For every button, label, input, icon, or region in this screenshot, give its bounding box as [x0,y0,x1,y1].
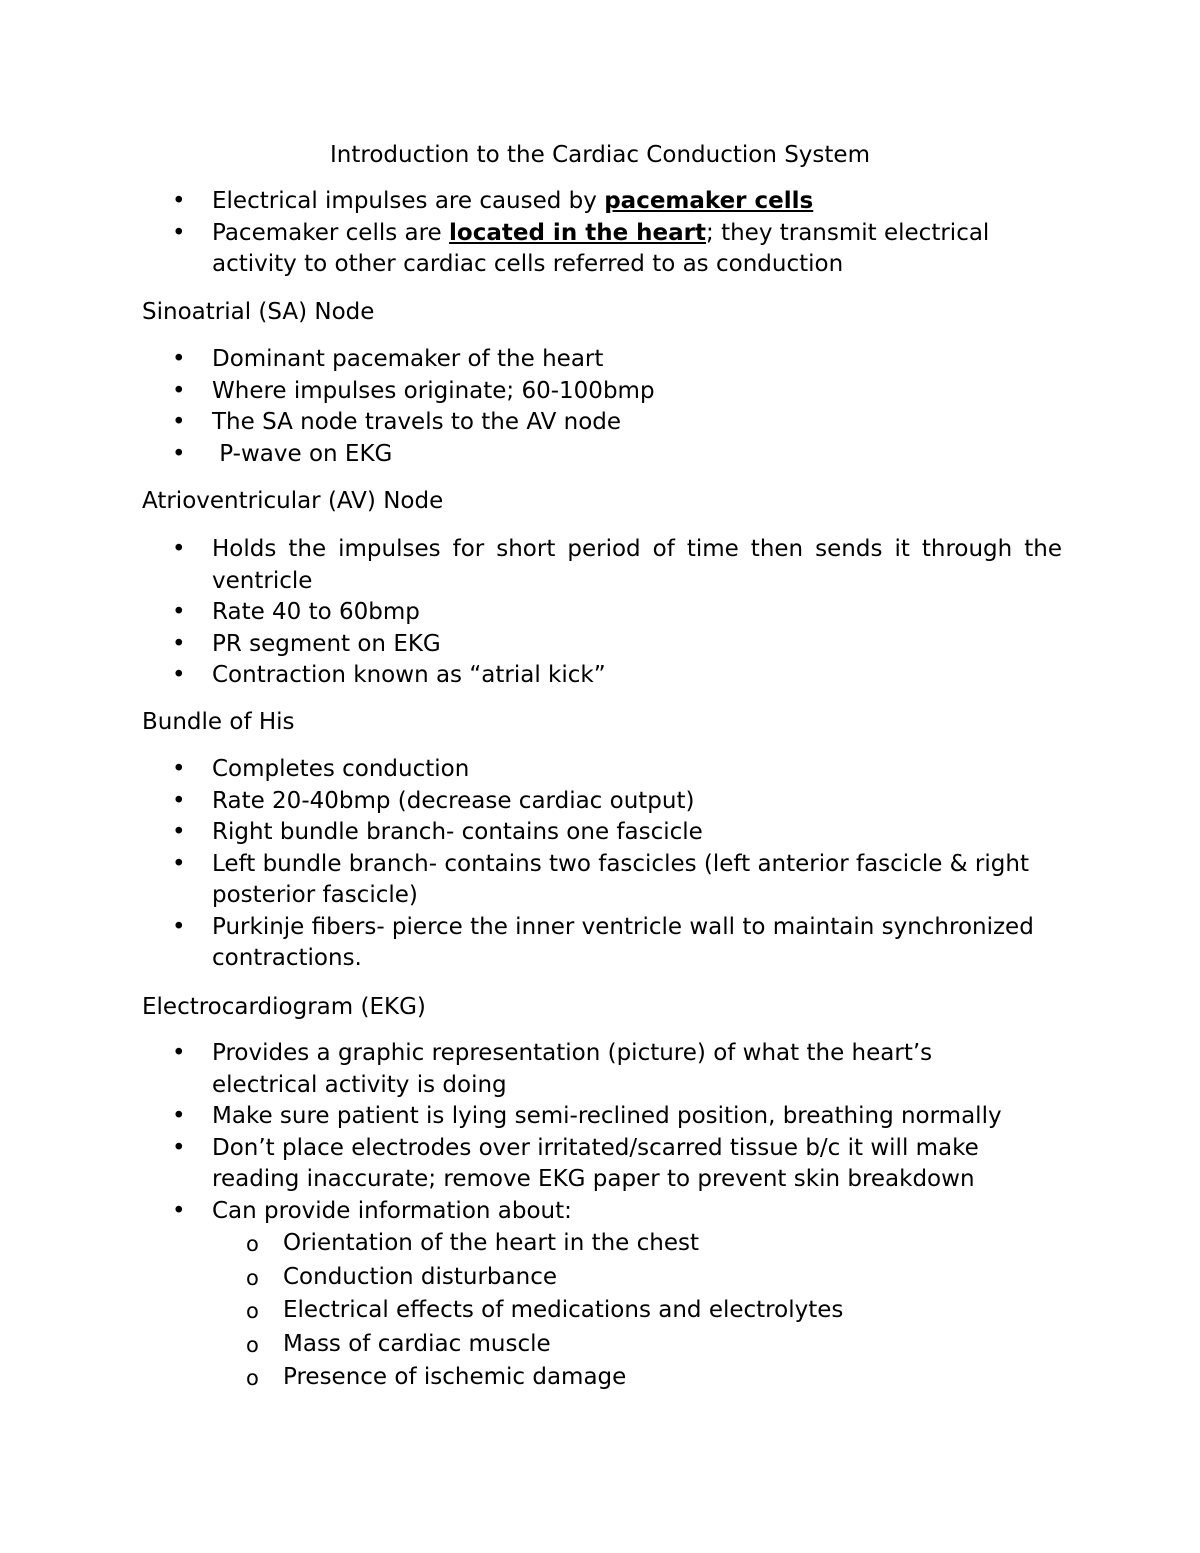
emphasis-text: located in the heart [449,219,707,246]
sub-list-item: o Conduction disturbance [212,1261,1032,1295]
section-heading-ekg: Electrocardiogram (EKG) [142,994,426,1020]
list-item: • P-wave on EKG [172,439,1062,471]
sub-list-item: o Mass of cardiac muscle [212,1328,1032,1362]
bullet-icon: • [172,1040,186,1066]
list-item: • Dominant pacemaker of the heart [172,344,1062,376]
list-item: • Right bundle branch- contains one fascicle [172,817,1052,849]
sub-list-item: o Presence of ischemic damage [212,1361,1032,1395]
circle-bullet-icon: o [246,1299,259,1323]
circle-bullet-icon: o [246,1332,259,1357]
sub-list-item: o Electrical effects of medications and electrolytes [212,1294,1032,1328]
bullet-icon: • [172,662,186,688]
list-item: • Contraction known as “atrial kick” [172,660,1062,692]
list-item: • The SA node travels to the AV node [172,407,1062,439]
bullet-icon: • [172,756,186,782]
intro-list [172,186,1032,281]
bullet-icon: • [172,787,186,814]
list-item: • Where impulses originate; 60-100bmp [172,376,1062,408]
bullet-icon: • [172,188,186,214]
bullet-icon: • [172,409,186,435]
list-item: • Don’t place electrodes over irritated/scarred tissue b/c it will make reading inaccurate; remove EKG paper to prevent skin breakdown [172,1134,979,1192]
list-item: • Make sure patient is lying semi-reclined position, breathing normally [172,1101,1032,1133]
list-item: • Completes conduction [172,754,1052,786]
section-heading-sa-node: Sinoatrial (SA) Node [142,299,375,325]
bullet-icon: • [172,536,186,562]
circle-bullet-icon: o [246,1265,259,1290]
bullet-icon: • [172,850,186,877]
circle-bullet-icon: o [246,1232,259,1256]
list-item: • Can provide information about: o Orientation of the heart in the chest o Conduction disturbance o Electrical effects of medications and electrolytes o Mass of cardiac muscle o Presence of ischemic damage [172,1196,1032,1395]
bullet-icon: • [172,819,186,845]
list-item: • Electrical impulses are caused by pacemaker cells [172,186,1032,218]
bullet-icon: • [172,913,186,940]
ekg-list [172,1038,1032,1395]
bullet-icon: • [172,630,186,657]
circle-bullet-icon: o [246,1366,259,1390]
emphasis-text: pacemaker cells [604,188,814,214]
av-node-list [172,534,1062,692]
section-heading-bundle-of-his: Bundle of His [142,709,295,735]
bullet-icon: • [172,346,186,372]
page-title: Introduction to the Cardiac Conduction System [330,142,870,168]
bullet-icon: • [172,440,186,467]
bullet-icon: • [172,1103,186,1129]
sa-node-list [172,344,1062,470]
list-item: • Purkinje fibers- pierce the inner ventricle wall to maintain synchronized contractions. [172,913,1034,971]
list-item: • Pacemaker cells are located in the heart; they transmit electrical activity to other cardiac cells referred to as conduction [172,219,990,277]
bullet-icon: • [172,1134,186,1161]
bullet-icon: • [172,377,186,404]
ekg-sub-list [212,1227,1032,1395]
bullet-icon: • [172,1197,186,1224]
list-item: • Left bundle branch- contains two fascicles (left anterior fascicle & right posterior fascicle) [172,850,1029,908]
bullet-icon: • [172,599,186,625]
list-item: • Provides a graphic representation (picture) of what the heart’s electrical activity is doing [172,1040,933,1098]
list-item: • Rate 40 to 60bmp [172,597,1062,629]
list-item: • PR segment on EKG [172,629,1062,661]
list-item: • Rate 20-40bmp (decrease cardiac output) [172,786,1052,818]
bullet-icon: • [172,219,186,246]
bundle-of-his-list [172,754,1052,975]
list-item: • Holds the impulses for short period of time then sends it through the ventricle [172,536,1062,594]
section-heading-av-node: Atrioventricular (AV) Node [142,488,444,514]
sub-list-item: o Orientation of the heart in the chest [212,1227,1032,1261]
